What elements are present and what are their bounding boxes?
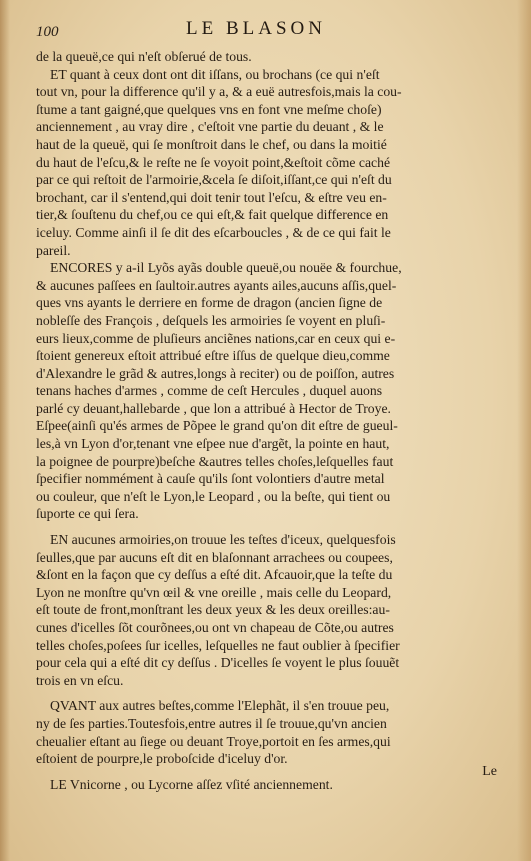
text-line: pareil.: [36, 242, 71, 258]
paragraph: [36, 259, 496, 523]
paragraph-gap: [36, 523, 496, 531]
text-line: iceluy. Comme ainſi il ſe dit des eſcarboucles , & de ce qui fait le: [36, 224, 391, 240]
text-line: d'Alexandre le grãd & autres,longs à reciter) ou de poiſſon, autres: [36, 365, 395, 381]
text-line: brochant, car il s'entend,qui doit tenir tout l'eſcu, & eſtre veu en-: [36, 189, 387, 205]
text-line: anciennement , au vray dire , c'eſtoit vne partie du deuant , & le: [36, 119, 384, 135]
paragraph: [36, 697, 496, 767]
page-edge-left: [0, 0, 10, 861]
catchword: Le: [482, 764, 497, 779]
text-line: pour cela qui a eſté dit cy deſſus . D'icelles ſe voyent le plus ſouuẽt: [36, 655, 400, 671]
text-line: &ſont en la façon que cy deſſus a eſté dit. Afcauoir,que la teſte du: [36, 567, 393, 583]
text-line: Eſpee(ainſi qu'és armes de Põpee le grand qu'on dit eſtre de gueul-: [36, 418, 398, 434]
text-line: ET quant à ceux dont ont dit iſſans, ou brochans (ce qui n'eſt: [50, 66, 380, 82]
text-line: de la queuë,ce qui n'eſt obſerué de tous.: [36, 49, 252, 64]
text-line: tout vn, pour la difference qu'il y a, & a euë autresfois,mais la cou-: [36, 84, 402, 100]
paragraph-gap: [36, 689, 496, 697]
text-line: trois en vn eſcu.: [36, 672, 124, 688]
paragraph: [36, 776, 496, 794]
text-line: eſtoient de pourpre,le proboſcide d'iceluy d'or.: [36, 751, 288, 767]
text-line: eurs lieux,comme de pluſieurs anciẽnes nations,car en ceux qui e-: [36, 330, 396, 346]
text-line: EN aucunes armoiries,on trouue les teſtes d'iceux, quelquesfois: [50, 532, 396, 548]
text-line: cunes d'icelles ſõt courõnees,ou ont vn chapeau de Cõte,ou autres: [36, 620, 394, 635]
text-line: telles choſes,poſees ſur icelles, leſquelles ne faut oublier à ſpecifier: [36, 637, 400, 653]
page-header: [36, 18, 503, 44]
paragraph: [36, 66, 496, 260]
body-text: [36, 48, 496, 793]
text-line: ſeulles,que par aucuns eſt dit en blaſonnant arrachees ou coupees,: [36, 549, 393, 565]
text-line: QVANT aux autres beſtes,comme l'Elephãt, il s'en trouue peu,: [50, 698, 390, 714]
text-line: ques vns ayants le derriere en forme de dragon (ancien ſigne de: [36, 295, 383, 311]
paragraph-gap: [36, 768, 496, 776]
text-line: la poignee de pourpre)beſche &autres telles choſes,leſquelles faut: [36, 453, 394, 469]
running-head: LE BLASON: [186, 18, 326, 39]
page-edge-right: [517, 0, 531, 861]
text-line: haut de la queuë, qui ſe monſtroit dans le chef, ou dans la moitié: [36, 136, 387, 152]
text-line: ſuporte ce qui ſera.: [36, 506, 139, 522]
text-line: ou couleur, que n'eſt le Lyon,le Leopard , ou la beſte, qui tient ou: [36, 488, 391, 504]
paragraph: [36, 48, 496, 66]
text-line: tenans haches d'armes , comme de ceſt Hercules , duquel auons: [36, 383, 383, 399]
text-line: eſt toute de front,monſtrant les deux yeux & les deux oreilles:au-: [36, 602, 390, 618]
text-line: ſtume a tant gaigné,que quelques vns en font vne meſme choſe): [36, 101, 382, 117]
text-line: par ce qui reſtoit de l'armoirie,&cela ſe diſoit,iſſant,ce qui n'eſt du: [36, 172, 392, 188]
text-line: nobleſſe des François , deſquels les armoiries ſe voyent en pluſi-: [36, 312, 386, 328]
text-line: cheualier eſtant au ſiege ou deuant Troye,portoit en ſes armes,qui: [36, 733, 391, 749]
text-line: tier,& ſouſtenu du chef,ou ce qui eſt,& fait quelque difference en: [36, 207, 389, 223]
text-line: LE Vnicorne , ou Lycorne aſſez vſité anciennement.: [50, 776, 333, 792]
text-line: & aucunes paſſees en ſaultoir.autres ayants ailes,aucuns aſſis,quel-: [36, 277, 397, 293]
text-line: les,à vn Lyon d'or,tenant vne eſpee nue d'argẽt, la pointe en haut,: [36, 436, 390, 452]
text-line: ny de ſes parties.Toutesfois,entre autres il ſe trouue,qu'vn ancien: [36, 715, 387, 731]
text-line: parlé cy deuant,hallebarde , que lon a attribué à Hector de Troye.: [36, 400, 391, 416]
text-line: ſtoient genereux eſtoit attribué eſtre iſſus de quelque dieu,comme: [36, 348, 390, 364]
paragraph: [36, 531, 496, 689]
text-line: du haut de l'eſcu,& le reſte ne ſe voyoit point,&eſtoit cõme caché: [36, 154, 391, 170]
page-number: 100: [36, 24, 59, 40]
text-line: ENCORES y a-il Lyõs ayãs double queuë,ou nouëe & fourchue,: [50, 260, 402, 276]
text-line: Lyon ne monſtre qu'vn œil & vne oreille , mais celle du Leopard,: [36, 584, 392, 600]
text-line: ſpecifier nommément à cauſe qu'ils ſont volontiers d'autre metal: [36, 471, 385, 487]
